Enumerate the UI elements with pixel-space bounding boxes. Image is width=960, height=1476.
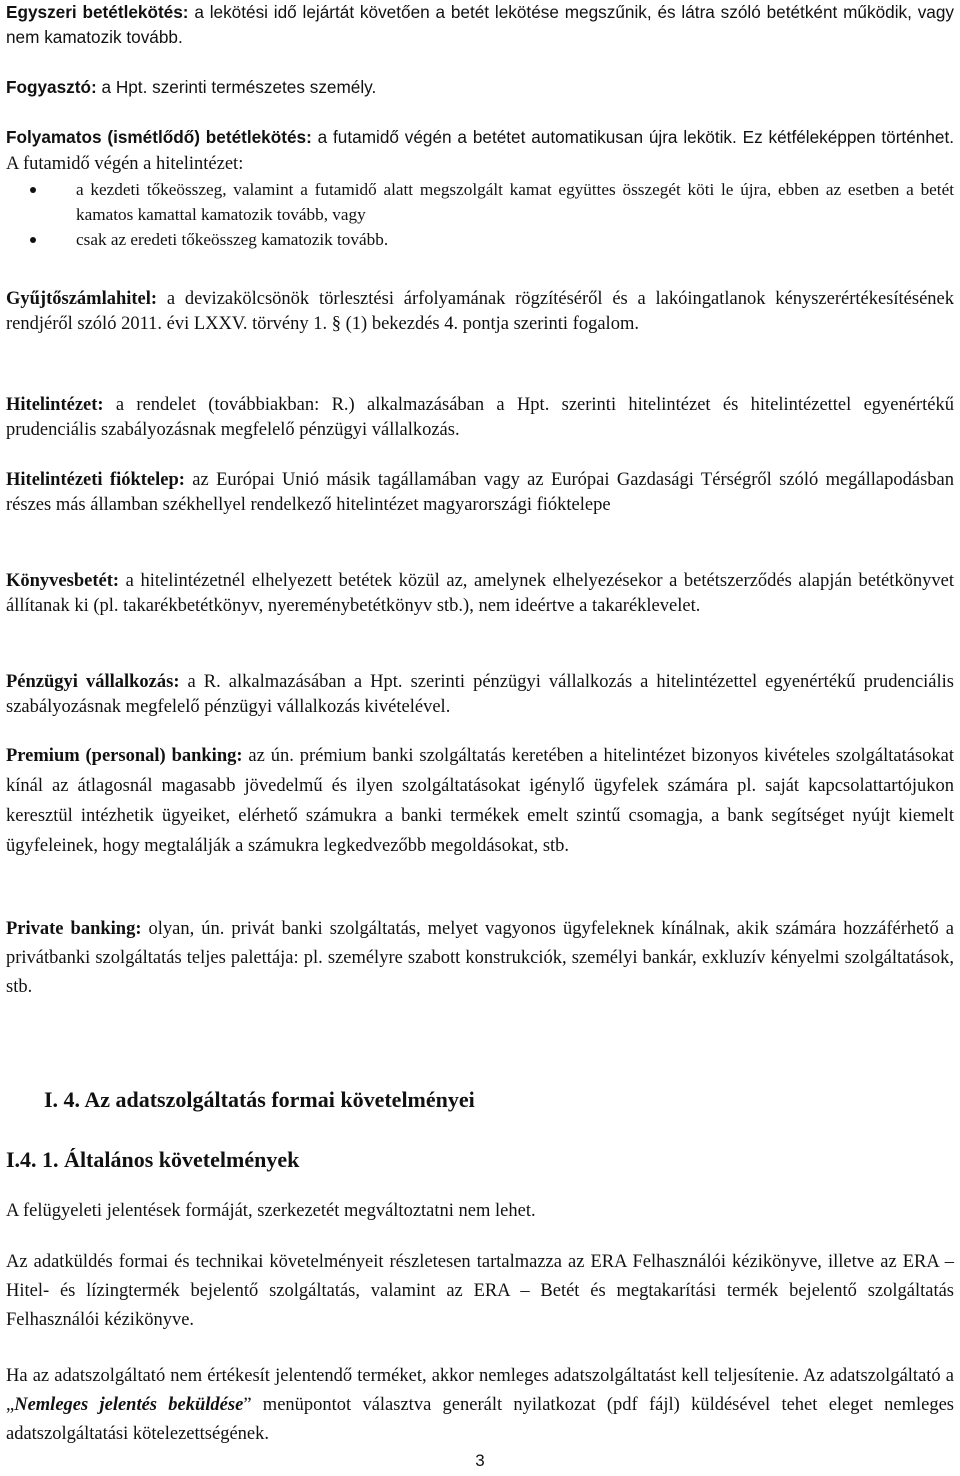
term: Fogyasztó: (6, 77, 97, 97)
definition-text: olyan, ún. privát banki szolgáltatás, melyet vagyonos ügyfeleknek kínálnak, akik számára hozzáférhető a privátbanki szolgáltatás teljes palettája: pl. személyre szabott konstrukciók, személyi bankár, exkluzív kényelmi szolgáltatások, stb. (6, 919, 954, 997)
definition-gyujtoszamlahitel (6, 287, 954, 337)
definition-egyszeri-betetlekotes (6, 0, 954, 50)
definition-konyvesbetet (6, 569, 954, 619)
list-item (6, 227, 954, 252)
definition-penzugyi-vallalkozas (6, 670, 954, 720)
definition-text: a futamidő végén a betétet automatikusan újra lekötik. Ez kétféleképpen történhet. (311, 127, 954, 147)
term: Pénzügyi vállalkozás: (6, 672, 180, 692)
paragraph (6, 1199, 954, 1224)
definition-text: a rendelet (továbbiakban: R.) alkalmazásában a Hpt. szerinti hitelintézet és hitelintézettel egyenértékű prudenciális szabályozásnak megfelelő pénzügyi vállalkozás. (6, 395, 954, 440)
paragraph-text: Az adatküldés formai és technikai követelményeit részletesen tartalmazza az ERA Felhasználói kézikönyve, illetve az ERA – Hitel- és lízingtermék bejelentő szolgáltatás, valamint az ERA – Betét és megtakarítási termék bejelentő szolgáltatás Felhasználói kézikönyve. (6, 1252, 954, 1330)
subsection-heading: I.4. 1. Általános követelmények (6, 1147, 300, 1172)
emphasis-text: Nemleges jelentés beküldése (14, 1395, 244, 1415)
list-item (6, 177, 954, 227)
bullet-list (6, 177, 954, 252)
bullet-icon (30, 187, 36, 193)
page-number: 3 (475, 1451, 485, 1470)
term: Könyvesbetét: (6, 571, 120, 591)
paragraph-text: Ha az adatszolgáltató nem értékesít jelentendő terméket, akkor nemleges adatszolgáltatást kell teljesítenie. Az adatszolgáltató a „ (6, 1366, 954, 1415)
definition-text: az ún. prémium banki szolgáltatás keretében a hitelintézet bizonyos kivételes szolgáltatásokat kínál az átlagosnál magasabb jövedelmű és ilyen szolgáltatásokat igénylő ügyfelek számára pl. saját kapcsolattartójukon keresztül intézhetik ügyeiket, elérhető számukra a banki termékek emelt szintű csomagja, a bank segítséget nyújt kiemelt ügyfeleinek, hogy megtalálják a számukra legkedvezőbb megoldásokat, stb. (6, 746, 954, 856)
list-item-text: csak az eredeti tőkeösszeg kamatozik tovább. (76, 230, 389, 249)
term: Private banking: (6, 919, 142, 939)
term: Egyszeri betétlekötés: (6, 2, 189, 22)
definition-text: a hitelintézetnél elhelyezett betétek közül az, amelynek elhelyezésekor a betétszerződés alapján betétkönyvet állítanak ki (pl. takarékbetétkönyv, nyereménybetétkönyv stb.), nem ideértve a takaréklevelet. (6, 571, 954, 616)
bullet-icon (30, 237, 36, 243)
term: Hitelintézeti fióktelep: (6, 470, 185, 490)
definition-folyamatos-betetlekotes (6, 125, 954, 252)
term: Gyűjtőszámlahitel: (6, 289, 158, 309)
definition-hitelintezet (6, 393, 954, 443)
section-heading: I. 4. Az adatszolgáltatás formai követelményei (44, 1087, 475, 1112)
term: Hitelintézet: (6, 395, 104, 415)
definition-fogyaszto (6, 75, 954, 100)
definition-text: a devizakölcsönök törlesztési árfolyamának rögzítéséről és a lakóingatlanok kényszerértékesítésének rendjéről szóló 2011. évi LXXV. törvény 1. § (1) bekezdés 4. pontja szerinti fogalom. (6, 289, 954, 334)
paragraph-text: A felügyeleti jelentések formáját, szerkezetét megváltoztatni nem lehet. (6, 1201, 536, 1221)
definition-hitelintezeti-fioktelep (6, 468, 954, 518)
definition-text-continued: A futamidő végén a hitelintézet: (6, 154, 244, 174)
list-item-text: a kezdeti tőkeösszeg, valamint a futamidő alatt megszolgált kamat együttes összegét köti le újra, ebben az esetben a betét kamatos kamattal kamatozik tovább, vagy (76, 180, 954, 224)
paragraph (6, 1248, 954, 1335)
definition-private-banking (6, 915, 954, 1002)
paragraph (6, 1362, 954, 1449)
definition-premium-banking (6, 741, 954, 861)
term: Folyamatos (ismétlődő) betétlekötés: (6, 127, 312, 147)
definition-text: a Hpt. szerinti természetes személy. (96, 77, 377, 97)
term: Premium (personal) banking: (6, 746, 243, 766)
paragraph-text: ” menüpontot választva generált nyilatkozat (pdf fájl) küldésével tehet eleget nemleges adatszolgáltatási kötelezettségének. (6, 1395, 954, 1444)
definition-text: a R. alkalmazásában a Hpt. szerinti pénzügyi vállalkozás a hitelintézettel egyenértékű prudenciális szabályozásnak megfelelő pénzügyi vállalkozás kivételével. (6, 672, 954, 717)
definition-text: az Európai Unió másik tagállamában vagy az Európai Gazdasági Térségről szóló megállapodásban részes más államban székhellyel rendelkező hitelintézet magyarországi fióktelepe (6, 470, 954, 515)
definition-text: a lekötési idő lejártát követően a betét lekötése megszűnik, és látra szóló betétként működik, vagy nem kamatozik tovább. (6, 2, 954, 47)
